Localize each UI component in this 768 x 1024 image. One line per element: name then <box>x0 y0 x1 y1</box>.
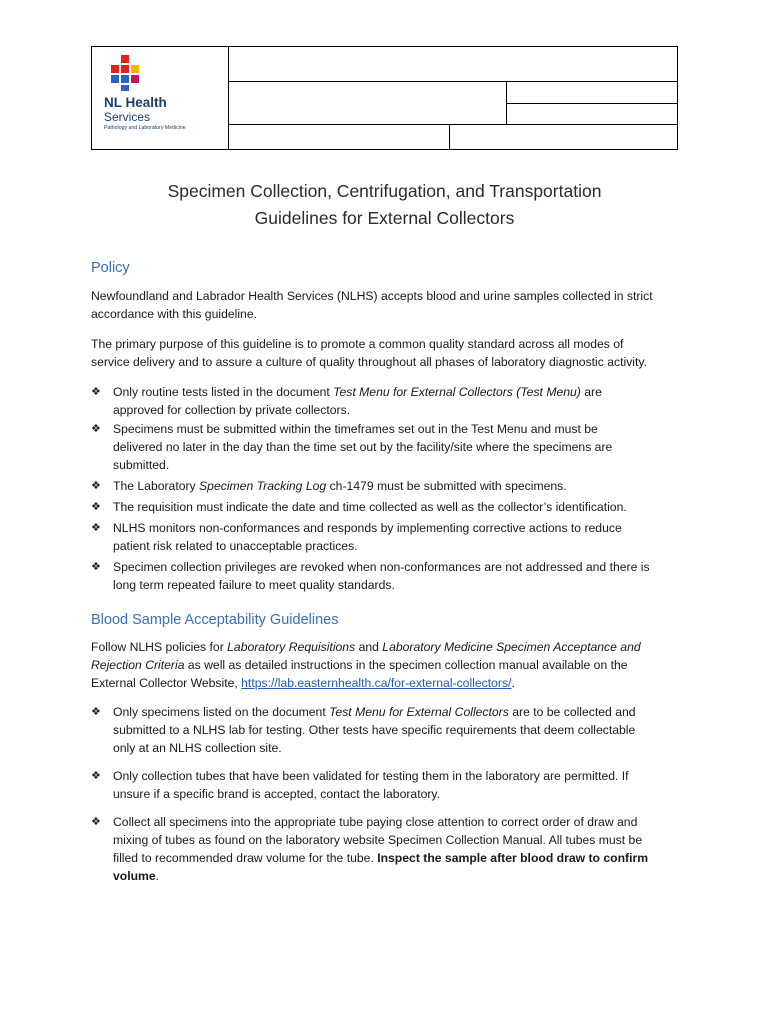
blood-intro-paragraph: Follow NLHS policies for Laboratory Requisitions and Laboratory Medicine Specimen Acceptance and Rejection Criteria as well as detailed instructions in the specimen collection manual available on the External Collector Website, https://lab.easternhealth.ca/for-external-collectors/. <box>91 640 641 690</box>
org-name: NL Health <box>104 95 167 110</box>
header-row-divider-2 <box>229 124 678 125</box>
logo-cell <box>92 47 229 149</box>
org-department: Pathology and Laboratory Medicine <box>104 125 186 131</box>
policy-paragraph-2: The primary purpose of this guideline is to promote a common quality standard across all modes of service delivery and to assure a culture of quality throughout all phases of laboratory diagnostic activity. <box>91 337 647 369</box>
header-row-divider-3 <box>506 103 678 104</box>
bullet-diamond-icon: ❖ <box>91 706 101 718</box>
bullet-diamond-icon: ❖ <box>91 480 101 492</box>
bullet-diamond-icon: ❖ <box>91 770 101 782</box>
bullet-diamond-icon: ❖ <box>91 816 101 828</box>
policy-heading: Policy <box>91 260 130 276</box>
bullet-diamond-icon: ❖ <box>91 386 101 398</box>
document-title-line-1: Specimen Collection, Centrifugation, and Transportation <box>167 181 602 201</box>
header-col-divider-1 <box>506 81 507 124</box>
blood-guidelines-heading: Blood Sample Acceptability Guidelines <box>91 612 339 628</box>
bullet-diamond-icon: ❖ <box>91 561 101 573</box>
header-row-divider-1 <box>229 81 678 82</box>
bullet-diamond-icon: ❖ <box>91 423 101 435</box>
bullet-diamond-icon: ❖ <box>91 522 101 534</box>
nl-health-logo-icon <box>107 53 147 93</box>
policy-paragraph-1: Newfoundland and Labrador Health Services (NLHS) accepts blood and urine samples collected in strict accordance with this guideline. <box>91 289 653 321</box>
bullet-diamond-icon: ❖ <box>91 501 101 513</box>
document-title-line-2: Guidelines for External Collectors <box>254 208 515 228</box>
external-collector-website-link[interactable]: https://lab.easternhealth.ca/for-external-collectors/ <box>241 676 512 690</box>
document-header-table <box>91 46 678 150</box>
org-subname: Services <box>104 110 151 124</box>
header-col-divider-2 <box>449 124 450 149</box>
